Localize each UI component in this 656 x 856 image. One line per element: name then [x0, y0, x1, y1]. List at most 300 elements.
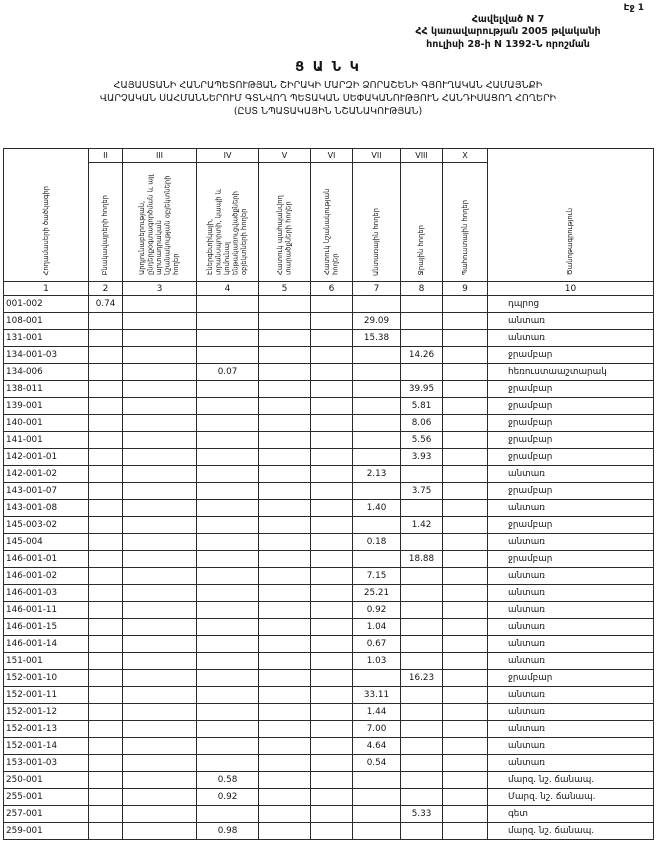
- area-value: [443, 823, 488, 840]
- roman-numeral-col9: X: [443, 149, 488, 163]
- area-value: [401, 296, 443, 313]
- area-value: [123, 806, 197, 823]
- area-value: [197, 330, 259, 347]
- area-value: [123, 687, 197, 704]
- area-value: [89, 330, 123, 347]
- area-value: [259, 823, 311, 840]
- parcel-note: ջրամբար: [488, 483, 654, 500]
- table-row: [4, 534, 654, 551]
- area-value: 33.11: [353, 687, 401, 704]
- parcel-note: անտառ: [488, 330, 654, 347]
- area-value: [443, 789, 488, 806]
- area-value: [353, 670, 401, 687]
- area-value: [311, 585, 353, 602]
- area-value: [401, 738, 443, 755]
- parcel-note: անտառ: [488, 466, 654, 483]
- area-value: [443, 619, 488, 636]
- parcel-code: 257-001: [4, 806, 89, 823]
- parcel-code: 151-001: [4, 653, 89, 670]
- area-value: [89, 517, 123, 534]
- area-value: 1.40: [353, 500, 401, 517]
- area-value: [311, 806, 353, 823]
- area-value: 0.58: [197, 772, 259, 789]
- area-value: [197, 585, 259, 602]
- column-number-9: 9: [443, 282, 488, 296]
- area-value: [89, 466, 123, 483]
- area-value: [197, 721, 259, 738]
- area-value: [311, 296, 353, 313]
- area-value: 1.42: [401, 517, 443, 534]
- parcel-code: 142-001-02: [4, 466, 89, 483]
- column-header-parcel-code: [4, 149, 89, 282]
- area-value: [197, 483, 259, 500]
- area-value: 5.56: [401, 432, 443, 449]
- area-value: [259, 330, 311, 347]
- table-row: [4, 823, 654, 840]
- area-value: [197, 653, 259, 670]
- parcel-code: 134-001-03: [4, 347, 89, 364]
- table-row: [4, 602, 654, 619]
- area-value: [89, 432, 123, 449]
- area-value: [353, 381, 401, 398]
- parcel-code: 250-001: [4, 772, 89, 789]
- parcel-note: անտառ: [488, 534, 654, 551]
- parcel-note: անտառ: [488, 313, 654, 330]
- column-header-water-lands: [401, 163, 443, 282]
- table-row: [4, 670, 654, 687]
- area-value: 18.88: [401, 551, 443, 568]
- area-value: [311, 568, 353, 585]
- area-value: [259, 313, 311, 330]
- area-value: [311, 517, 353, 534]
- area-value: [89, 687, 123, 704]
- area-value: [123, 381, 197, 398]
- column-number-10: 10: [488, 282, 654, 296]
- area-value: [259, 466, 311, 483]
- area-value: [311, 551, 353, 568]
- area-value: [401, 585, 443, 602]
- area-value: [401, 534, 443, 551]
- parcel-code: 152-001-12: [4, 704, 89, 721]
- area-value: [353, 415, 401, 432]
- area-value: 0.92: [197, 789, 259, 806]
- parcel-code: 108-001: [4, 313, 89, 330]
- area-value: [89, 398, 123, 415]
- table-row: [4, 432, 654, 449]
- area-value: [443, 551, 488, 568]
- area-value: [89, 789, 123, 806]
- parcel-code: 143-001-08: [4, 500, 89, 517]
- parcel-note: ջրամբար: [488, 517, 654, 534]
- appendix-title: Հավելված N 7: [471, 14, 545, 25]
- area-value: 0.54: [353, 755, 401, 772]
- parcel-code: 146-001-02: [4, 568, 89, 585]
- roman-numeral-col2: II: [89, 149, 123, 163]
- area-value: 5.81: [401, 398, 443, 415]
- area-value: [89, 704, 123, 721]
- table-header: [4, 149, 654, 296]
- parcel-code: 138-011: [4, 381, 89, 398]
- roman-numeral-col3: III: [123, 149, 197, 163]
- area-value: [123, 568, 197, 585]
- area-value: 16.23: [401, 670, 443, 687]
- area-value: 7.00: [353, 721, 401, 738]
- table-row: [4, 738, 654, 755]
- area-value: [443, 500, 488, 517]
- area-value: [197, 500, 259, 517]
- parcel-note: ջրամբար: [488, 449, 654, 466]
- table-row: [4, 517, 654, 534]
- area-value: [401, 789, 443, 806]
- parcel-code: 152-001-10: [4, 670, 89, 687]
- area-value: [89, 602, 123, 619]
- roman-numeral-row: [4, 149, 654, 163]
- parcel-note: մարզ. նշ. ճանապ.: [488, 823, 654, 840]
- subtitle-line-3: (ԸՍՏ ՆՊԱՏԱԿԱՅԻՆ ՆՇԱՆԱԿՈՒԹՅԱՆ): [233, 105, 423, 117]
- table-row: [4, 381, 654, 398]
- area-value: [259, 721, 311, 738]
- parcel-note: դպրոց: [488, 296, 654, 313]
- area-value: [197, 381, 259, 398]
- parcel-note: ջրամբար: [488, 398, 654, 415]
- area-value: [311, 670, 353, 687]
- area-value: 25.21: [353, 585, 401, 602]
- area-value: [123, 789, 197, 806]
- area-value: [259, 738, 311, 755]
- parcel-code: 131-001: [4, 330, 89, 347]
- area-value: 14.26: [401, 347, 443, 364]
- area-value: 29.09: [353, 313, 401, 330]
- area-value: [89, 636, 123, 653]
- area-value: [353, 789, 401, 806]
- area-value: [259, 398, 311, 415]
- area-value: [311, 483, 353, 500]
- area-value: [443, 398, 488, 415]
- table-row: [4, 687, 654, 704]
- area-value: 0.92: [353, 602, 401, 619]
- area-value: [401, 721, 443, 738]
- column-header-reserve-lands: [443, 163, 488, 282]
- area-value: [123, 653, 197, 670]
- area-value: [401, 466, 443, 483]
- table-row: [4, 296, 654, 313]
- area-value: [89, 551, 123, 568]
- area-value: [443, 313, 488, 330]
- area-value: [123, 772, 197, 789]
- parcel-code: 146-001-14: [4, 636, 89, 653]
- area-value: [401, 364, 443, 381]
- area-value: [311, 653, 353, 670]
- area-value: [197, 398, 259, 415]
- roman-numeral-col7: VII: [353, 149, 401, 163]
- column-header-settlement-lands-label: Բնակավայրերի հողեր: [101, 194, 110, 276]
- area-value: 39.95: [401, 381, 443, 398]
- area-value: [353, 398, 401, 415]
- area-value: [89, 755, 123, 772]
- area-value: [123, 551, 197, 568]
- area-value: [311, 721, 353, 738]
- area-value: [123, 483, 197, 500]
- area-value: [443, 347, 488, 364]
- area-value: [311, 738, 353, 755]
- parcel-code: 145-003-02: [4, 517, 89, 534]
- area-value: [123, 636, 197, 653]
- column-header-protected-lands-label: Հատուկ պահպանվող տարածքների հողեր: [276, 195, 293, 276]
- area-value: 3.75: [401, 483, 443, 500]
- area-value: [353, 517, 401, 534]
- area-value: [311, 755, 353, 772]
- column-header-special-purpose-lands-label: Հատուկ նշանակության հողեր: [323, 189, 340, 276]
- area-value: [259, 755, 311, 772]
- column-header-note: [488, 149, 654, 282]
- area-value: 15.38: [353, 330, 401, 347]
- table-row: [4, 364, 654, 381]
- parcel-note: անտառ: [488, 636, 654, 653]
- area-value: [259, 772, 311, 789]
- area-value: [311, 619, 353, 636]
- column-number-7: 7: [353, 282, 401, 296]
- area-value: [197, 670, 259, 687]
- page-number: Էջ 1: [623, 3, 644, 13]
- subtitle-line-1: ՀԱՅԱՍՏԱՆԻ ՀԱՆՐԱՊԵՏՈՒԹՅԱՆ ՇԻՐԱԿԻ ՄԱՐԶԻ ՁՈՐԱՇԵՆԻ ԳՅՈՒՂԱԿԱՆ ՀԱՄԱՅՆՔԻ: [113, 80, 543, 92]
- column-number-row: [4, 282, 654, 296]
- table-row: [4, 653, 654, 670]
- area-value: [259, 789, 311, 806]
- roman-numeral-col6: VI: [311, 149, 353, 163]
- area-value: [401, 823, 443, 840]
- subtitle-line-2: ՎԱՐՉԱԿԱՆ ՍԱՀՄԱՆՆԵՐՈՒՄ ԳՏՆՎՈՂ ՊԵՏԱԿԱՆ ՍԵՓԱԿԱՆՈՒԹՅՈՒՆ ՀԱՆԴԻՍԱՑՈՂ ՀՈՂԵՐԻ: [99, 92, 557, 104]
- parcel-code: 255-001: [4, 789, 89, 806]
- appendix-header: [368, 14, 648, 51]
- area-value: [401, 772, 443, 789]
- area-value: [401, 687, 443, 704]
- area-value: [311, 636, 353, 653]
- area-value: [353, 551, 401, 568]
- area-value: [401, 636, 443, 653]
- parcel-note: ջրամբար: [488, 415, 654, 432]
- area-value: [311, 602, 353, 619]
- area-value: [197, 415, 259, 432]
- area-value: [89, 619, 123, 636]
- area-value: [443, 670, 488, 687]
- area-value: [443, 636, 488, 653]
- parcel-code: 152-001-11: [4, 687, 89, 704]
- table-row: [4, 398, 654, 415]
- area-value: [443, 517, 488, 534]
- area-value: [311, 330, 353, 347]
- area-value: [197, 347, 259, 364]
- area-value: [443, 432, 488, 449]
- table-row: [4, 772, 654, 789]
- area-value: 0.07: [197, 364, 259, 381]
- area-value: [123, 517, 197, 534]
- parcel-code: 152-001-14: [4, 738, 89, 755]
- column-number-6: 6: [311, 282, 353, 296]
- area-value: [259, 704, 311, 721]
- table-row: [4, 347, 654, 364]
- area-value: [311, 415, 353, 432]
- table-row: [4, 568, 654, 585]
- area-value: [197, 687, 259, 704]
- column-header-protected-lands: [259, 163, 311, 282]
- area-value: [89, 500, 123, 517]
- area-value: [259, 602, 311, 619]
- area-value: [311, 500, 353, 517]
- area-value: [401, 313, 443, 330]
- area-value: 8.06: [401, 415, 443, 432]
- area-value: [259, 500, 311, 517]
- area-value: [123, 602, 197, 619]
- area-value: [123, 364, 197, 381]
- area-value: [259, 432, 311, 449]
- roman-numeral-col4: IV: [197, 149, 259, 163]
- area-value: [89, 415, 123, 432]
- area-value: [401, 330, 443, 347]
- area-value: [89, 364, 123, 381]
- area-value: [123, 296, 197, 313]
- parcel-code: 153-001-03: [4, 755, 89, 772]
- column-number-3: 3: [123, 282, 197, 296]
- area-value: [123, 755, 197, 772]
- area-value: [259, 296, 311, 313]
- area-value: [259, 585, 311, 602]
- area-value: [401, 568, 443, 585]
- parcel-note: անտառ: [488, 568, 654, 585]
- area-value: [443, 466, 488, 483]
- parcel-note: ջրամբար: [488, 551, 654, 568]
- area-value: [311, 466, 353, 483]
- area-value: [443, 534, 488, 551]
- area-value: [197, 602, 259, 619]
- area-value: [123, 704, 197, 721]
- column-header-reserve-lands-label: Պահուստային հողեր: [460, 200, 469, 276]
- parcel-note: ջրամբար: [488, 381, 654, 398]
- roman-numeral-col5: V: [259, 149, 311, 163]
- table-row: [4, 330, 654, 347]
- parcel-code: 259-001: [4, 823, 89, 840]
- document-subtitle: [0, 80, 656, 118]
- area-value: [443, 772, 488, 789]
- area-value: [443, 602, 488, 619]
- parcel-code: 142-001-01: [4, 449, 89, 466]
- column-header-special-purpose-lands: [311, 163, 353, 282]
- column-header-parcel-code-label: Հողամասերի ծածկագիր: [41, 185, 50, 276]
- area-value: [353, 432, 401, 449]
- area-value: [443, 755, 488, 772]
- table-row: [4, 500, 654, 517]
- area-value: [89, 483, 123, 500]
- area-value: [89, 534, 123, 551]
- table-body: [4, 296, 654, 840]
- area-value: [443, 568, 488, 585]
- area-value: [353, 347, 401, 364]
- table-row: [4, 636, 654, 653]
- area-value: [259, 483, 311, 500]
- area-value: [197, 466, 259, 483]
- area-value: [353, 483, 401, 500]
- area-value: [259, 449, 311, 466]
- area-value: [123, 330, 197, 347]
- area-value: 4.64: [353, 738, 401, 755]
- area-value: [89, 738, 123, 755]
- area-value: 0.98: [197, 823, 259, 840]
- area-value: [353, 772, 401, 789]
- area-value: [443, 585, 488, 602]
- column-header-industrial-lands-label: Արդյունաբերության, ընդերքօգտագործման և այլ արտադրական նշանակության օբյեկտների հողեր: [138, 174, 181, 276]
- area-value: [353, 823, 401, 840]
- parcel-note: անտառ: [488, 721, 654, 738]
- area-value: [311, 823, 353, 840]
- column-header-forest-lands-label: Անտառային հողեր: [372, 207, 381, 276]
- area-value: [123, 721, 197, 738]
- area-value: [89, 347, 123, 364]
- area-value: [197, 755, 259, 772]
- table-row: [4, 466, 654, 483]
- area-value: 7.15: [353, 568, 401, 585]
- table-row: [4, 551, 654, 568]
- area-value: [89, 823, 123, 840]
- parcel-note: ջրամբար: [488, 670, 654, 687]
- area-value: 1.03: [353, 653, 401, 670]
- area-value: [311, 364, 353, 381]
- area-value: [443, 330, 488, 347]
- column-number-1: 1: [4, 282, 89, 296]
- area-value: [311, 534, 353, 551]
- parcel-note: անտառ: [488, 755, 654, 772]
- area-value: [259, 619, 311, 636]
- area-value: [443, 381, 488, 398]
- area-value: [123, 398, 197, 415]
- area-value: [197, 704, 259, 721]
- area-value: [311, 704, 353, 721]
- table-row: [4, 619, 654, 636]
- area-value: [311, 432, 353, 449]
- area-value: [259, 381, 311, 398]
- column-number-2: 2: [89, 282, 123, 296]
- area-value: [259, 568, 311, 585]
- column-header-infrastructure-lands: [197, 163, 259, 282]
- area-value: [89, 721, 123, 738]
- area-value: [259, 551, 311, 568]
- area-value: [123, 500, 197, 517]
- parcel-note: անտառ: [488, 619, 654, 636]
- area-value: [401, 619, 443, 636]
- area-value: [259, 415, 311, 432]
- table-row: [4, 449, 654, 466]
- area-value: [443, 687, 488, 704]
- area-value: [123, 738, 197, 755]
- parcel-code: 146-001-03: [4, 585, 89, 602]
- table-row: [4, 313, 654, 330]
- area-value: [197, 313, 259, 330]
- column-number-8: 8: [401, 282, 443, 296]
- area-value: [89, 585, 123, 602]
- area-value: [443, 738, 488, 755]
- area-value: [89, 806, 123, 823]
- parcel-code: 140-001: [4, 415, 89, 432]
- area-value: [443, 449, 488, 466]
- area-value: 1.44: [353, 704, 401, 721]
- area-value: [89, 568, 123, 585]
- area-value: [259, 806, 311, 823]
- parcel-code: 152-001-13: [4, 721, 89, 738]
- column-header-industrial-lands: [123, 163, 197, 282]
- area-value: 2.13: [353, 466, 401, 483]
- area-value: [311, 687, 353, 704]
- area-value: [401, 602, 443, 619]
- area-value: [353, 449, 401, 466]
- area-value: 0.67: [353, 636, 401, 653]
